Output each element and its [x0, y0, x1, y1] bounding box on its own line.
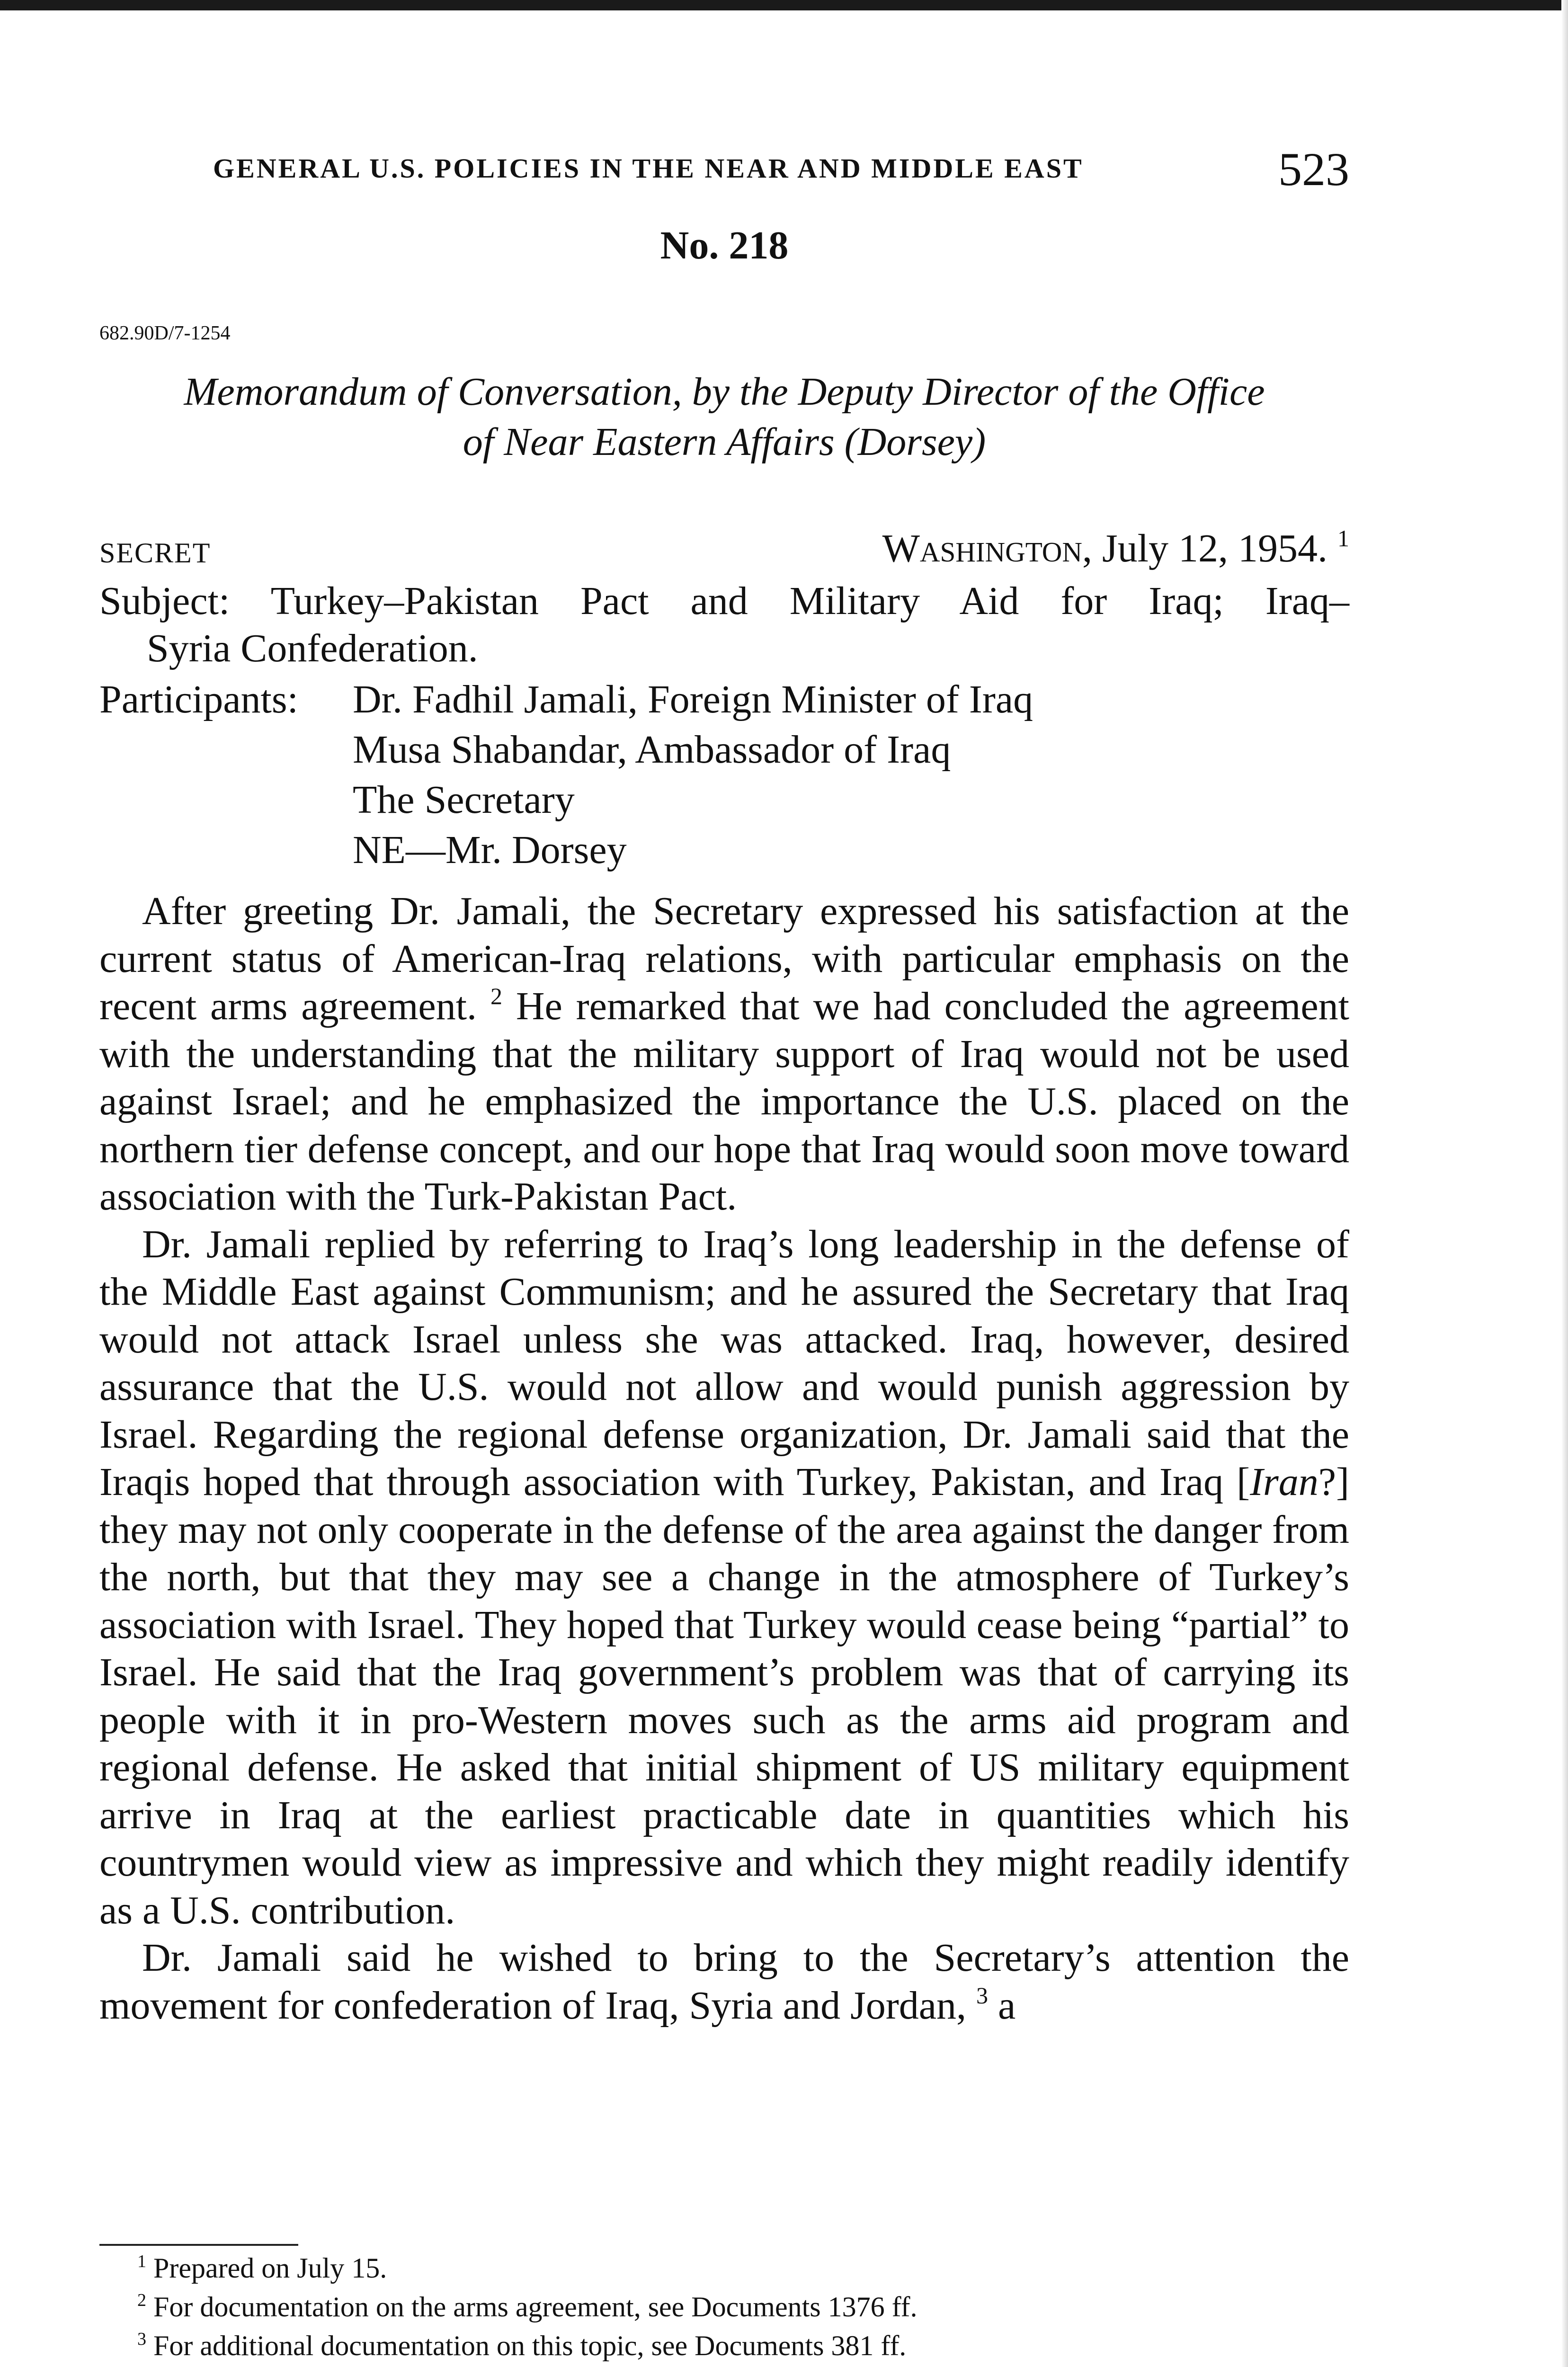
paragraph-3-text-b: a [988, 1983, 1016, 2028]
running-title: GENERAL U.S. POLICIES IN THE NEAR AND MIDDLE EAST [213, 153, 1084, 184]
footnote-mark: 3 [137, 2329, 146, 2349]
paragraph-3-text-a: Dr. Jamali said he wished to bring to the Secretary’s attention the movement for confederation of Iraq, Syria and Jordan, [99, 1936, 1349, 2028]
running-header [213, 142, 1349, 194]
footnote-item [99, 2326, 1349, 2365]
participants-list [353, 675, 1033, 875]
footnote-ref-1: 1 [1337, 525, 1349, 552]
paragraph-2-italic: Iran [1250, 1460, 1319, 1504]
participant: NE—Mr. Dorsey [353, 828, 627, 872]
participant: Dr. Fadhil Jamali, Foreign Minister of Iraq [353, 677, 1033, 721]
footnote-item [99, 2287, 1349, 2326]
footnote-divider [99, 2244, 298, 2246]
subject-line-continued: Syria Confederation. [147, 626, 478, 670]
memo-body [99, 888, 1349, 2029]
file-code: 682.90D/7-1254 [99, 322, 231, 344]
date-text: July 12, 1954. [1092, 526, 1327, 570]
memo-title-line-2: of Near Eastern Affairs (Dorsey) [463, 420, 986, 464]
footnote-ref-2: 2 [490, 983, 502, 1009]
paragraph-1-text-a: After greeting Dr. Jamali, the Secretary expressed his satisfaction at the current status of American-Iraq relations, with particular emphasis on the recent arms agreement. [99, 889, 1349, 1028]
footnote-item [99, 2249, 1349, 2287]
participants-label: Participants: [99, 677, 298, 721]
top-edge-rule [0, 0, 1568, 10]
classification-label: SECRET [99, 537, 211, 569]
paragraph-3 [99, 1934, 1349, 2029]
subject-line: Subject: Turkey–Pakistan Pact and Military Aid for Iraq; Iraq– [99, 579, 1349, 623]
memo-title [99, 367, 1349, 467]
paragraph-2-text-b: ?] they may not only cooperate in the defense of the area against the danger from the north, but that they may see a change in the atmosphere of Turkey’s association with Israel. They hoped that Turkey would cease being “partial” to Israel. He said that the Iraq government’s problem was that of carrying its people with it in pro-Western moves such as the arms aid program and regional defense. He asked that initial shipment of US military equipment arrive in Iraq at the earliest practicable date in quantities which his countrymen would view as impressive and which they might readily identify as a U.S. contribution. [99, 1460, 1349, 1932]
participant: Musa Shabandar, Ambassador of Iraq [353, 728, 951, 772]
footnote-ref-3: 3 [976, 1982, 989, 2009]
footnote-text: For documentation on the arms agreement, see Documents 1376 ff. [146, 2291, 918, 2323]
place-and-date [882, 525, 1349, 571]
page-right-edge [1561, 0, 1568, 2367]
footnote-mark: 2 [137, 2290, 146, 2310]
paragraph-1-text-b: He remarked that we had concluded the agreement with the understanding that the military support of Iraq would not be used against Israel; and he emphasized the importance the U.S. placed on the northern tier defense concept, and our hope that Iraq would soon move toward association with the Turk-Pakistan Pact. [99, 984, 1349, 1219]
participant: The Secretary [353, 778, 575, 822]
paragraph-1 [99, 888, 1349, 1221]
footnote-text: Prepared on July 15. [146, 2252, 387, 2284]
footnote-mark: 1 [137, 2251, 146, 2271]
paragraph-2 [99, 1221, 1349, 1935]
document-number: No. 218 [660, 223, 789, 267]
paragraph-2-text-a: Dr. Jamali replied by referring to Iraq’s long leadership in the defense of the Middle East against Communism; and he assured the Secretary that Iraq would not attack Israel unless she was attacked. Iraq, however, desired assurance that the U.S. would not allow and would punish aggression by Israel. Regarding the regional defense organization, Dr. Jamali said that the Iraqis hoped that through association with Turkey, Pakistan, and Iraq [ [99, 1222, 1349, 1504]
place-name: Washington, [882, 526, 1092, 570]
dateline [99, 525, 1349, 573]
memo-title-line-1: Memorandum of Conversation, by the Deputy Director of the Office [184, 370, 1265, 414]
page-number: 523 [1278, 143, 1349, 196]
footnotes [99, 2249, 1349, 2365]
footnote-text: For additional documentation on this topic, see Documents 381 ff. [146, 2330, 907, 2361]
